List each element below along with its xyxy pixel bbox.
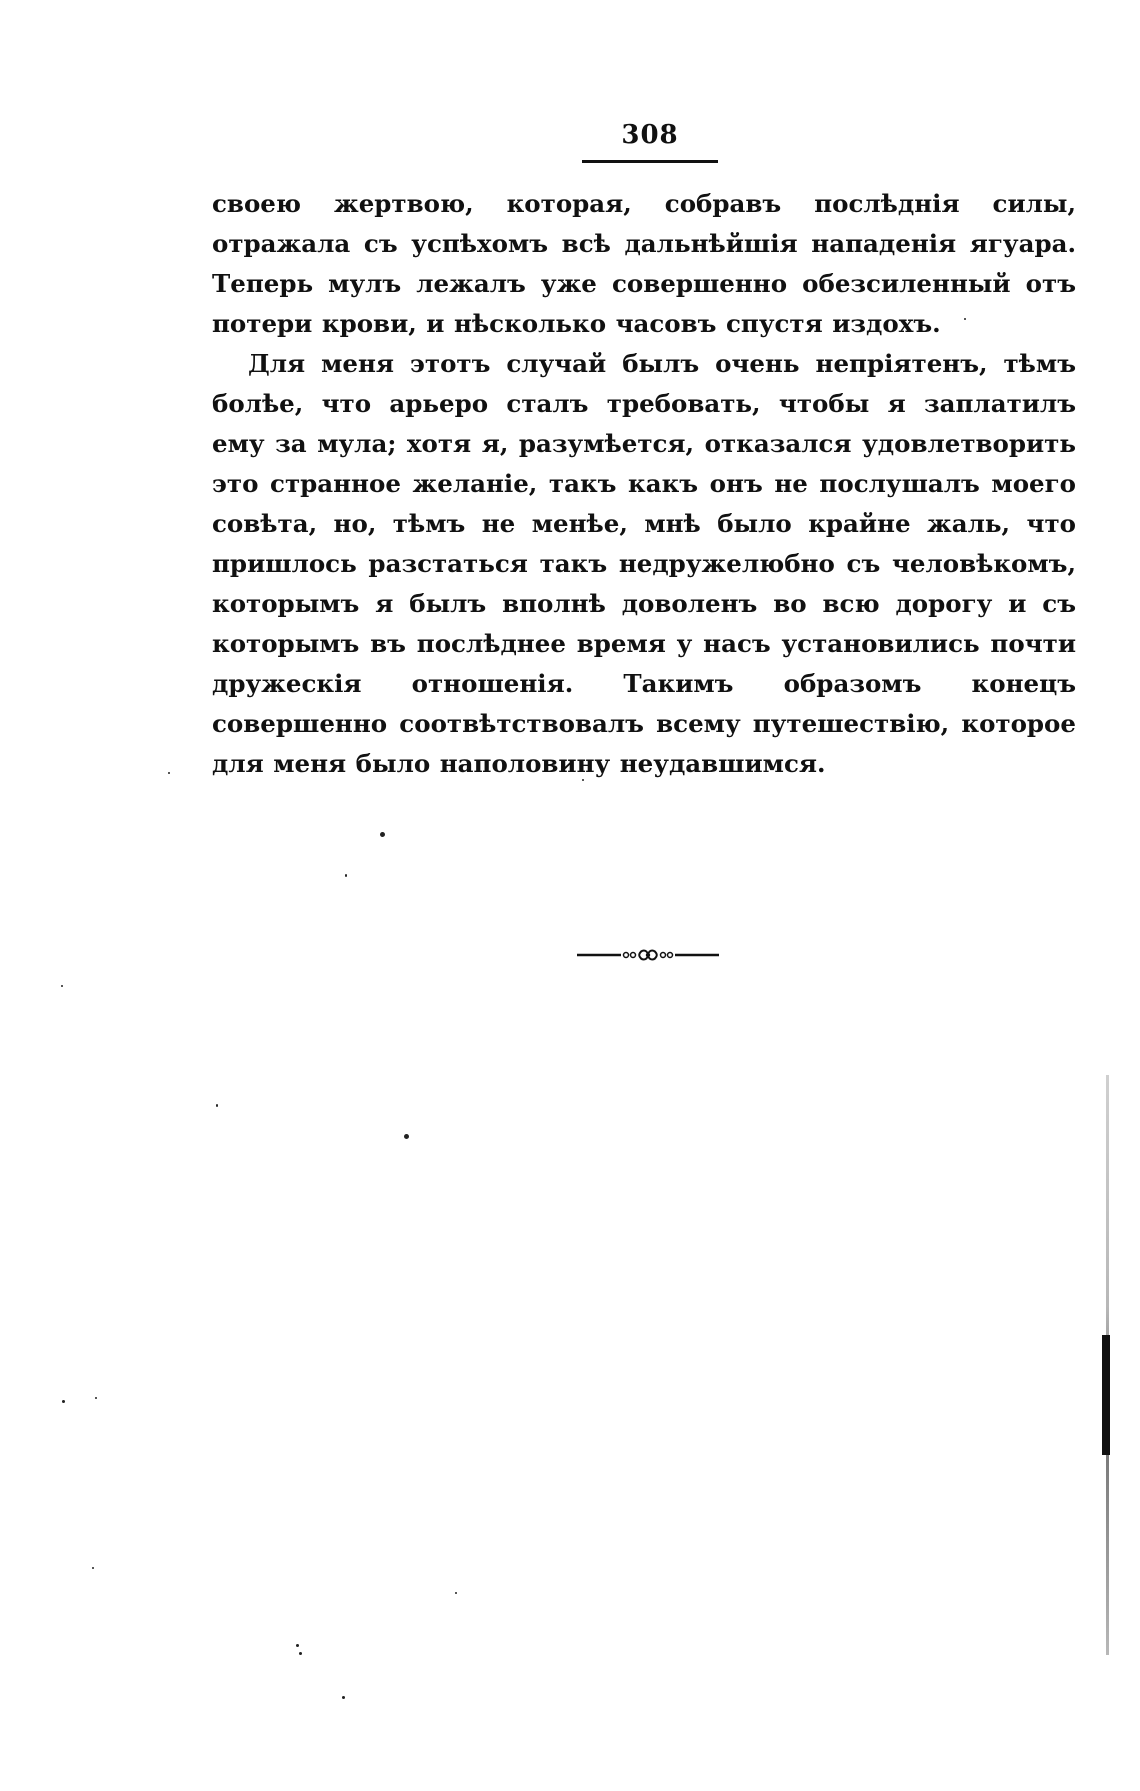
ink-speck (345, 874, 347, 877)
vine-ornament-icon (577, 944, 719, 966)
paragraph: Для меня этотъ случай былъ очень непріятенъ, тѣмъ болѣе, что арьеро сталъ требовать, чтобы я заплатилъ ему за мула; хотя я, разумѣется, отказался удовлетворить это странное желаніе, такъ какъ онъ не послушалъ моего совѣта, но, тѣмъ не менѣе, мнѣ было крайне жаль, что пришлось разстаться такъ недружелюбно съ человѣкомъ, которымъ я былъ вполнѣ доволенъ во всю дорогу и съ которымъ въ послѣднее время у насъ установились почти дружескія отношенія. Такимъ образомъ конецъ совершенно соотвѣтствовалъ всему путешествію, которое для меня было наполовину неудавшимся. (212, 349, 1076, 778)
ink-speck (95, 1397, 97, 1399)
body-text (212, 184, 1076, 784)
ink-speck (216, 1104, 218, 1107)
ink-speck (168, 772, 170, 774)
ink-speck (61, 985, 63, 987)
ink-speck (296, 1644, 299, 1647)
paragraph-continued: своею жертвою, которая, собравъ послѣднія силы, отражала съ успѣхомъ всѣ дальнѣйшія нападенія ягуара. Теперь мулъ лежалъ уже совершенно обезсиленный отъ потери крови, и нѣсколько часовъ спустя издохъ. (212, 189, 1076, 338)
ink-speck (455, 1592, 457, 1594)
ink-speck (62, 1400, 65, 1403)
ink-speck (582, 779, 584, 781)
page-number-rule (582, 160, 718, 163)
ink-speck (404, 1134, 409, 1139)
page-number: 308 (621, 120, 679, 150)
page-edge-mark (1102, 1335, 1110, 1455)
ink-speck (342, 1696, 345, 1699)
ink-speck (380, 832, 385, 837)
ink-speck (964, 318, 966, 320)
ink-speck (299, 1652, 302, 1655)
ink-speck (92, 1567, 94, 1569)
